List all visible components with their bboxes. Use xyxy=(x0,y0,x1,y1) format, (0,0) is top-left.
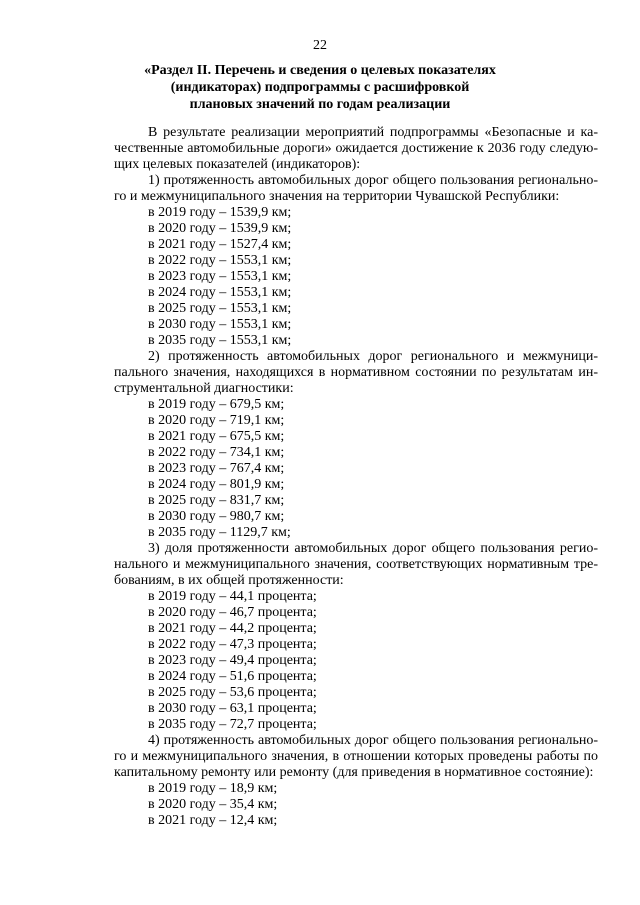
indicator-heading-line: капитальному ремонту или ремонту (для приведения в нормативное состояние): xyxy=(114,765,594,780)
indicator-value-line: в 2019 году – 18,9 км; xyxy=(148,781,278,796)
section-title xyxy=(110,62,530,113)
indicator-value-line: в 2020 году – 35,4 км; xyxy=(148,797,278,812)
indicator-list xyxy=(114,173,598,829)
indicator-value-line: в 2023 году – 1553,1 км; xyxy=(148,269,292,284)
indicator-heading-line: пального значения, находящихся в нормативном состоянии по результатам ин- xyxy=(114,365,598,380)
indicator-value-line: в 2024 году – 51,6 процента; xyxy=(148,669,317,684)
indicator-value-line: в 2021 году – 675,5 км; xyxy=(148,429,285,444)
indicator-value-line: в 2035 году – 1553,1 км; xyxy=(148,333,292,348)
title-line: плановых значений по годам реализации xyxy=(189,97,451,112)
indicator-value-line: в 2021 году – 44,2 процента; xyxy=(148,621,317,636)
indicator-value-line: в 2022 году – 1553,1 км; xyxy=(148,253,292,268)
indicator-value-line: в 2035 году – 1129,7 км; xyxy=(148,525,291,540)
text-line: В результате реализации мероприятий подпрограммы «Безопасные и ка- xyxy=(148,125,598,140)
indicator-value-line: в 2019 году – 44,1 процента; xyxy=(148,589,317,604)
page-number: 22 xyxy=(313,38,327,53)
indicator-value-line: в 2023 году – 767,4 км; xyxy=(148,461,285,476)
indicator-value-line: в 2019 году – 1539,9 км; xyxy=(148,205,292,220)
indicator-heading-line: 2) протяженность автомобильных дорог регионального и межмуници- xyxy=(148,349,598,364)
indicator-value-line: в 2023 году – 49,4 процента; xyxy=(148,653,317,668)
indicator-heading-line: струментальной диагностики: xyxy=(114,381,294,396)
intro-paragraph xyxy=(114,125,598,173)
indicator-value-line: в 2025 году – 831,7 км; xyxy=(148,493,285,508)
document-body xyxy=(114,125,598,829)
indicator-value-line: в 2030 году – 980,7 км; xyxy=(148,509,285,524)
indicator-value-line: в 2020 году – 719,1 км; xyxy=(148,413,285,428)
text-line: щих целевых показателей (индикаторов): xyxy=(114,157,361,172)
indicator-value-line: в 2021 году – 12,4 км; xyxy=(148,813,278,828)
indicator-value-line: в 2025 году – 53,6 процента; xyxy=(148,685,317,700)
indicator-block xyxy=(114,173,598,349)
indicator-block xyxy=(114,541,598,733)
indicator-heading-line: го и межмуниципального значения, в отношении которых проведены работы по xyxy=(114,749,598,764)
title-line: (индикаторах) подпрограммы с расшифровкой xyxy=(170,80,470,95)
indicator-value-line: в 2024 году – 1553,1 км; xyxy=(148,285,292,300)
indicator-heading-line: 3) доля протяженности автомобильных дорог общего пользования регио- xyxy=(148,541,598,556)
indicator-heading-line: нального и межмуниципального значения, соответствующих нормативным тре- xyxy=(114,557,598,572)
indicator-value-line: в 2025 году – 1553,1 км; xyxy=(148,301,292,316)
indicator-value-line: в 2022 году – 47,3 процента; xyxy=(148,637,317,652)
indicator-value-line: в 2030 году – 1553,1 км; xyxy=(148,317,292,332)
indicator-value-line: в 2020 году – 46,7 процента; xyxy=(148,605,317,620)
indicator-value-line: в 2019 году – 679,5 км; xyxy=(148,397,285,412)
indicator-heading-line: 1) протяженность автомобильных дорог общего пользования регионально- xyxy=(148,173,598,188)
indicator-heading-line: го и межмуниципального значения на территории Чувашской Республики: xyxy=(114,189,560,204)
indicator-block xyxy=(114,349,598,541)
text-line: чественные автомобильные дороги» ожидается достижение к 2036 году следую- xyxy=(114,141,598,156)
indicator-value-line: в 2020 году – 1539,9 км; xyxy=(148,221,292,236)
indicator-heading-line: 4) протяженность автомобильных дорог общего пользования регионально- xyxy=(148,733,598,748)
indicator-value-line: в 2035 году – 72,7 процента; xyxy=(148,717,317,732)
title-line: «Раздел II. Перечень и сведения о целевых показателях xyxy=(144,63,496,78)
indicator-value-line: в 2021 году – 1527,4 км; xyxy=(148,237,292,252)
indicator-heading-line: бованиям, в их общей протяженности: xyxy=(114,573,344,588)
indicator-block xyxy=(114,733,598,829)
indicator-value-line: в 2024 году – 801,9 км; xyxy=(148,477,285,492)
indicator-value-line: в 2030 году – 63,1 процента; xyxy=(148,701,317,716)
indicator-value-line: в 2022 году – 734,1 км; xyxy=(148,445,285,460)
